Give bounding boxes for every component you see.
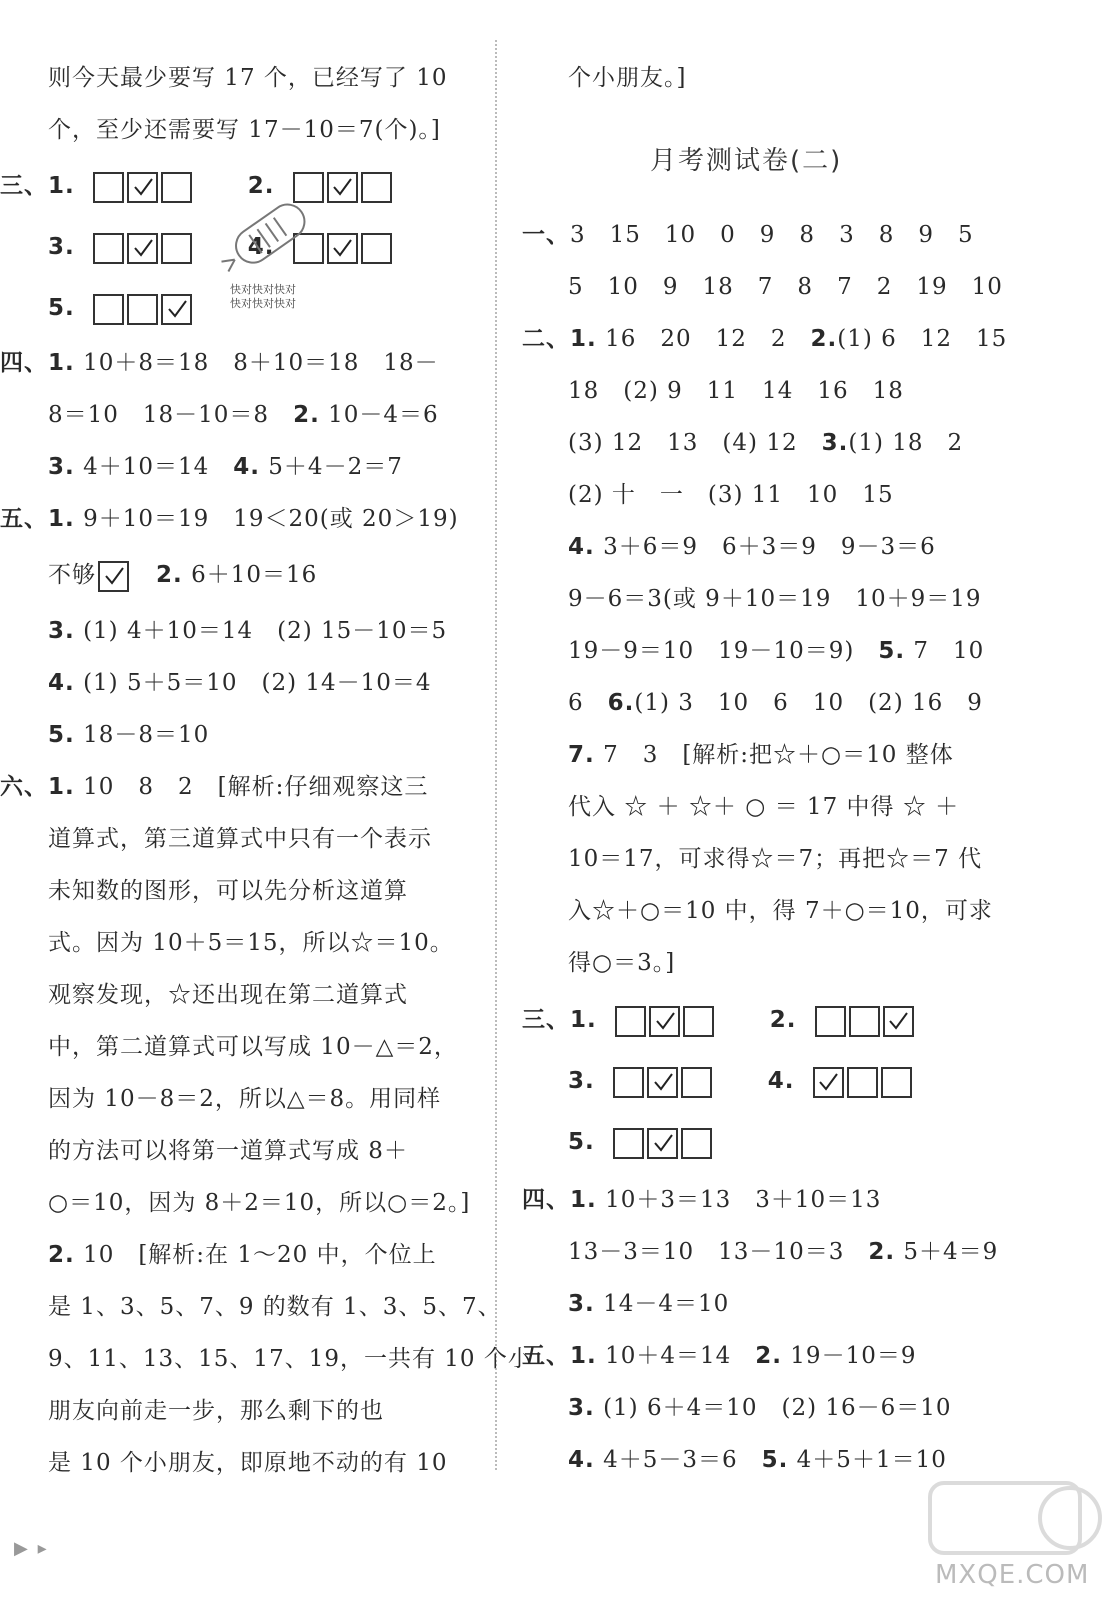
choice-box-checked [647, 1067, 678, 1098]
choice-box [93, 233, 124, 264]
question-number: 4. [48, 670, 75, 696]
choice-box [849, 1006, 880, 1037]
section-3-row-1 [0, 170, 395, 203]
section-label: 三、 [522, 1007, 570, 1033]
text-line: 5 10 9 18 7 8 7 2 19 10 [568, 274, 1003, 300]
page-title: 月考测试卷(二) [650, 146, 843, 176]
choice-box [847, 1067, 878, 1098]
choice-box [881, 1067, 912, 1098]
text-line: 中，第二道算式可以写成 10－△＝2， [48, 1034, 458, 1060]
question-number: 3. [568, 1068, 595, 1094]
section-label: 三、 [0, 173, 48, 199]
quick-check-stamp-icon [215, 195, 325, 275]
question-number: 4. [767, 1068, 795, 1094]
choice-box-checked [161, 294, 192, 325]
text-line [48, 719, 209, 751]
text-line [568, 635, 984, 667]
question-number: 2. [247, 173, 275, 199]
choice-box [683, 1006, 714, 1037]
choice-box [93, 172, 124, 203]
question-number: 3. [48, 454, 75, 480]
question-number: 1. [570, 1187, 597, 1213]
choice-box-checked [327, 172, 358, 203]
choice-box [93, 294, 124, 325]
page-arrow-icon: ▶ ▸ [14, 1538, 49, 1559]
answer-text: 18－8＝10 [83, 722, 210, 748]
section-label: 四、 [0, 350, 48, 376]
answer-text: 5＋4－2＝7 [268, 454, 403, 480]
text-line [568, 1288, 729, 1320]
choice-box-checked [327, 233, 358, 264]
checkbox-group [613, 1067, 715, 1098]
question-number: 1. [570, 1343, 597, 1369]
choice-box [361, 172, 392, 203]
section-label: 六、 [0, 774, 48, 800]
answer-text: 4＋5＋1＝10 [796, 1447, 947, 1473]
answer-text: 4＋5－3＝6 [603, 1447, 738, 1473]
text-line: 得○＝3。] [568, 950, 676, 976]
answer-text: 10＋3＝13 3＋10＝13 [605, 1187, 882, 1213]
question-number: 2. [293, 402, 320, 428]
choice-box [127, 294, 158, 325]
choice-box-checked [647, 1128, 678, 1159]
section-label: 一、 [522, 222, 570, 248]
text-line [568, 1444, 947, 1476]
text-line: 观察发现，☆还出现在第二道算式 [48, 982, 408, 1008]
section-label: 五、 [522, 1343, 570, 1369]
answer-text: 10＋8＝18 8＋10＝18 18－ [83, 350, 439, 376]
checkbox-group [93, 172, 195, 203]
question-number: 2. [755, 1343, 782, 1369]
answer-text: (3) 12 13 (4) 12 [568, 430, 798, 456]
text-line [568, 1392, 952, 1424]
checkbox-group [93, 233, 195, 264]
section-label: 二、 [522, 326, 570, 352]
section-3-row-1 [522, 1004, 917, 1037]
answer-text: 16 20 12 2 [605, 326, 787, 352]
question-number: 1. [48, 350, 75, 376]
checkbox-group [815, 1006, 917, 1037]
question-number: 1. [48, 774, 75, 800]
question-number: 6. [607, 690, 635, 716]
text-line: 则今天最少要写 17 个，已经写了 10 [48, 65, 448, 91]
answer-text: (1) 3 10 6 10 (2) 16 9 [634, 690, 983, 716]
answer-text: 5＋4＝9 [903, 1239, 999, 1265]
question-number: 5. [761, 1447, 789, 1473]
text-line [568, 739, 954, 771]
text-line [48, 667, 432, 699]
text-line: 未知数的图形，可以先分析这道算 [48, 878, 408, 904]
question-number: 1. [570, 326, 597, 352]
answer-text: 3＋6＝9 6＋3＝9 9－3＝6 [603, 534, 936, 560]
text-line [48, 399, 439, 431]
answer-text: 19－10＝9 [790, 1343, 917, 1369]
text-line: 代入 ☆ ＋ ☆＋ ○ ＝ 17 中得 ☆ ＋ [568, 794, 960, 820]
answer-text: 10 [解析:在 1～20 中，个位上 [83, 1242, 437, 1268]
question-number: 4. [233, 454, 260, 480]
text-line: 个小朋友。] [568, 65, 687, 91]
question-number: 4. [568, 1447, 595, 1473]
answer-text: 13－3＝10 13－10＝3 [568, 1239, 845, 1265]
watermark-text: MXQE.COM [935, 1560, 1090, 1590]
text-line: 的方法可以将第一道算式写成 8＋ [48, 1138, 408, 1164]
choice-box [613, 1128, 644, 1159]
answer-text: 7 10 [913, 638, 985, 664]
question-number: 4. [247, 234, 275, 260]
answer-text: 不够 [48, 562, 96, 588]
text-line: 个，至少还需要写 17－10＝7(个)。] [48, 117, 441, 143]
question-number: 3. [48, 234, 75, 260]
text-line: 是 1、3、5、7、9 的数有 1、3、5、7、 [48, 1294, 502, 1320]
question-number: 2. [156, 562, 183, 588]
question-number: 1. [48, 173, 75, 199]
question-number: 3. [568, 1291, 595, 1317]
answer-text: 19－9＝10 19－10＝9) [568, 638, 855, 664]
choice-box-checked [883, 1006, 914, 1037]
checkbox-group [98, 561, 132, 592]
choice-box-checked [813, 1067, 844, 1098]
stamp-caption [230, 283, 296, 311]
choice-box [615, 1006, 646, 1037]
text-line [48, 1239, 437, 1271]
question-number: 3. [48, 618, 75, 644]
text-line: 9、11、13、15、17、19，一共有 10 个小 [48, 1346, 532, 1372]
answer-text: 14－4＝10 [603, 1291, 730, 1317]
answer-text: 10＋4＝14 [605, 1343, 732, 1369]
column-divider [495, 40, 497, 1470]
choice-box [815, 1006, 846, 1037]
text-line: 9－6＝3(或 9＋10＝19 10＋9＝19 [568, 586, 982, 612]
question-number: 4. [568, 534, 595, 560]
question-number: 2. [868, 1239, 896, 1265]
text-line [48, 615, 447, 647]
text-line [48, 559, 317, 592]
text-line: ○＝10，因为 8＋2＝10，所以○＝2。] [48, 1190, 471, 1216]
text-line [522, 1184, 881, 1216]
question-number: 2. [769, 1007, 797, 1033]
stamp-text-line: 快对快对快对 [230, 297, 296, 310]
section-3-row-3 [48, 292, 195, 325]
question-number: 2. [48, 1242, 75, 1268]
answer-text: 8＝10 18－10＝8 [48, 402, 270, 428]
text-line [0, 771, 428, 803]
checkbox-group [93, 294, 195, 325]
section-3-row-2 [568, 1065, 915, 1098]
text-line [522, 323, 1007, 355]
question-number: 2. [810, 326, 838, 352]
question-number: 5. [878, 638, 906, 664]
text-line: 朋友向前走一步，那么剩下的也 [48, 1398, 384, 1424]
question-number: 1. [570, 1007, 597, 1033]
choice-box [681, 1067, 712, 1098]
text-line: 入☆＋○＝10 中，得 7＋○＝10，可求 [568, 898, 993, 924]
text-line [522, 219, 974, 251]
text-line [0, 347, 439, 379]
checkbox-group [615, 1006, 717, 1037]
answer-text: (1) 4＋10＝14 (2) 15－10＝5 [83, 618, 448, 644]
text-line: 因为 10－8＝2，所以△＝8。用同样 [48, 1086, 442, 1112]
question-number: 3. [568, 1395, 595, 1421]
answer-text: 3 15 10 0 9 8 3 8 9 5 [570, 222, 974, 248]
answer-text: (1) 18 2 [848, 430, 964, 456]
text-line: 是 10 个小朋友，即原地不动的有 10 [48, 1450, 448, 1476]
text-line [522, 1340, 916, 1372]
answer-text: 10－4＝6 [328, 402, 439, 428]
section-label: 五、 [0, 506, 48, 532]
checkbox-group [813, 1067, 915, 1098]
answer-text: 10 8 2 [解析:仔细观察这三 [83, 774, 429, 800]
choice-box [361, 233, 392, 264]
question-number: 5. [568, 1129, 595, 1155]
choice-box-checked [98, 561, 129, 592]
text-line: 式。因为 10＋5＝15，所以☆＝10。 [48, 930, 454, 956]
answer-text: (1) 6＋4＝10 (2) 16－6＝10 [603, 1395, 952, 1421]
answer-text: (1) 5＋5＝10 (2) 14－10＝4 [83, 670, 432, 696]
stamp-text-line: 快对快对快对 [230, 283, 296, 296]
choice-box-checked [127, 233, 158, 264]
answer-text: 6 [568, 690, 584, 716]
text-line [0, 503, 459, 535]
text-line [568, 531, 936, 563]
choice-box-checked [649, 1006, 680, 1037]
text-line: 10＝17，可求得☆＝7；再把☆＝7 代 [568, 846, 983, 872]
section-3-row-3 [568, 1126, 715, 1159]
text-line: 18 (2) 9 11 14 16 18 [568, 378, 904, 404]
text-line [568, 427, 963, 459]
text-line [568, 687, 983, 719]
question-number: 1. [48, 506, 75, 532]
checkbox-group [613, 1128, 715, 1159]
question-number: 3. [821, 430, 849, 456]
choice-box [161, 233, 192, 264]
choice-box [681, 1128, 712, 1159]
choice-box-checked [127, 172, 158, 203]
question-number: 5. [48, 722, 75, 748]
text-line [568, 1236, 998, 1268]
question-number: 5. [48, 295, 75, 321]
text-line: (2) 十 一 (3) 11 10 15 [568, 482, 894, 508]
answer-text: (1) 6 12 15 [837, 326, 1008, 352]
answer-text: 4＋10＝14 [83, 454, 210, 480]
answer-text: 7 3 [解析:把☆＋○＝10 整体 [603, 742, 954, 768]
text-line [48, 451, 403, 483]
question-number: 7. [568, 742, 595, 768]
section-label: 四、 [522, 1187, 570, 1213]
choice-box [161, 172, 192, 203]
answer-text: 9＋10＝19 19＜20(或 20＞19) [83, 506, 459, 532]
answer-text: 6＋10＝16 [191, 562, 318, 588]
choice-box [613, 1067, 644, 1098]
text-line: 道算式，第三道算式中只有一个表示 [48, 826, 432, 852]
